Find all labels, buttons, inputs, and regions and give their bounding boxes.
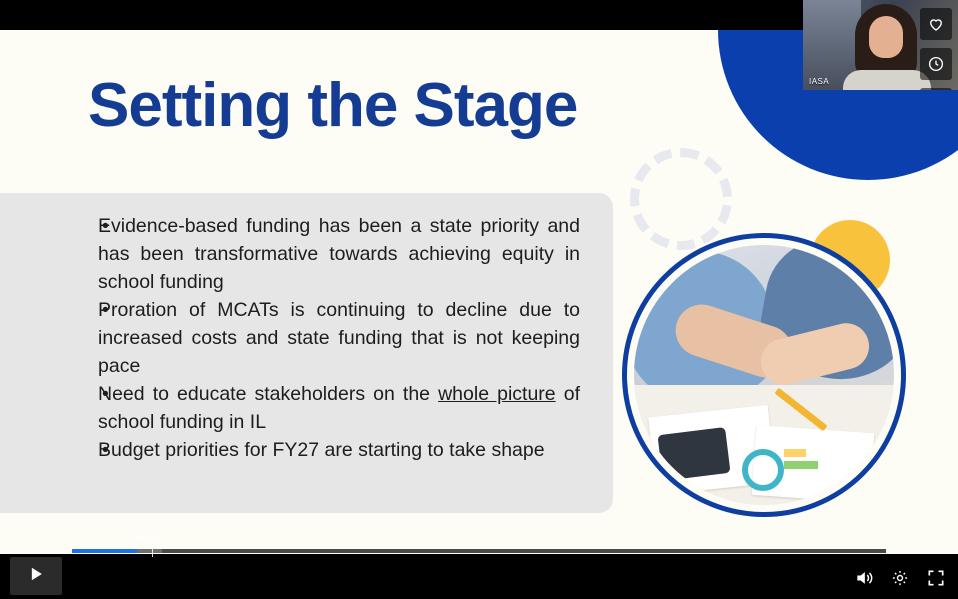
slide-photo-image	[634, 245, 894, 505]
list-item	[94, 296, 580, 380]
bullet-list	[70, 212, 580, 464]
progress-hover-marker	[152, 545, 153, 557]
bullet-text: Proration of MCATs is continuing to decline due to increased costs and state funding that is not keeping pace	[98, 299, 580, 377]
hover-time-tooltip: 04:44	[134, 533, 160, 544]
play-icon	[26, 564, 46, 589]
clock-icon	[927, 55, 945, 73]
list-item	[94, 212, 580, 296]
volume-icon	[854, 568, 874, 593]
fullscreen-icon	[926, 568, 946, 593]
page-title: Setting the Stage	[88, 71, 578, 140]
gear-icon	[890, 568, 910, 593]
settings-button[interactable]	[890, 568, 910, 593]
list-item	[94, 380, 580, 436]
volume-button[interactable]	[854, 568, 874, 593]
progress-bar[interactable]	[0, 533, 958, 557]
heart-icon	[927, 15, 945, 33]
list-item	[94, 436, 580, 464]
progress-played	[72, 549, 137, 553]
watermark-label: IASA	[809, 77, 830, 86]
progress-track[interactable]	[72, 549, 886, 553]
slide-photo	[622, 233, 906, 517]
decorative-dashed-ring	[630, 148, 732, 250]
video-actions	[920, 8, 952, 90]
watch-later-button[interactable]	[920, 48, 952, 80]
bullet-emphasis: whole picture	[438, 383, 556, 405]
play-button[interactable]	[10, 557, 62, 595]
bullet-text-tail: of school funding in IL	[98, 383, 580, 433]
bullet-text: Evidence-based funding has been a state priority and has been transformative towards achieving equity in school funding	[98, 215, 580, 293]
bullet-text: Need to educate stakeholders on the	[98, 383, 439, 405]
bullet-text: Budget priorities for FY27 are starting to take shape	[98, 439, 545, 461]
player-controls[interactable]	[0, 533, 958, 599]
slide-canvas	[0, 30, 958, 569]
speaker-video-overlay[interactable]	[803, 0, 958, 90]
share-button[interactable]	[920, 88, 952, 90]
like-button[interactable]	[920, 8, 952, 40]
fullscreen-button[interactable]	[926, 568, 946, 593]
right-controls	[854, 568, 946, 593]
